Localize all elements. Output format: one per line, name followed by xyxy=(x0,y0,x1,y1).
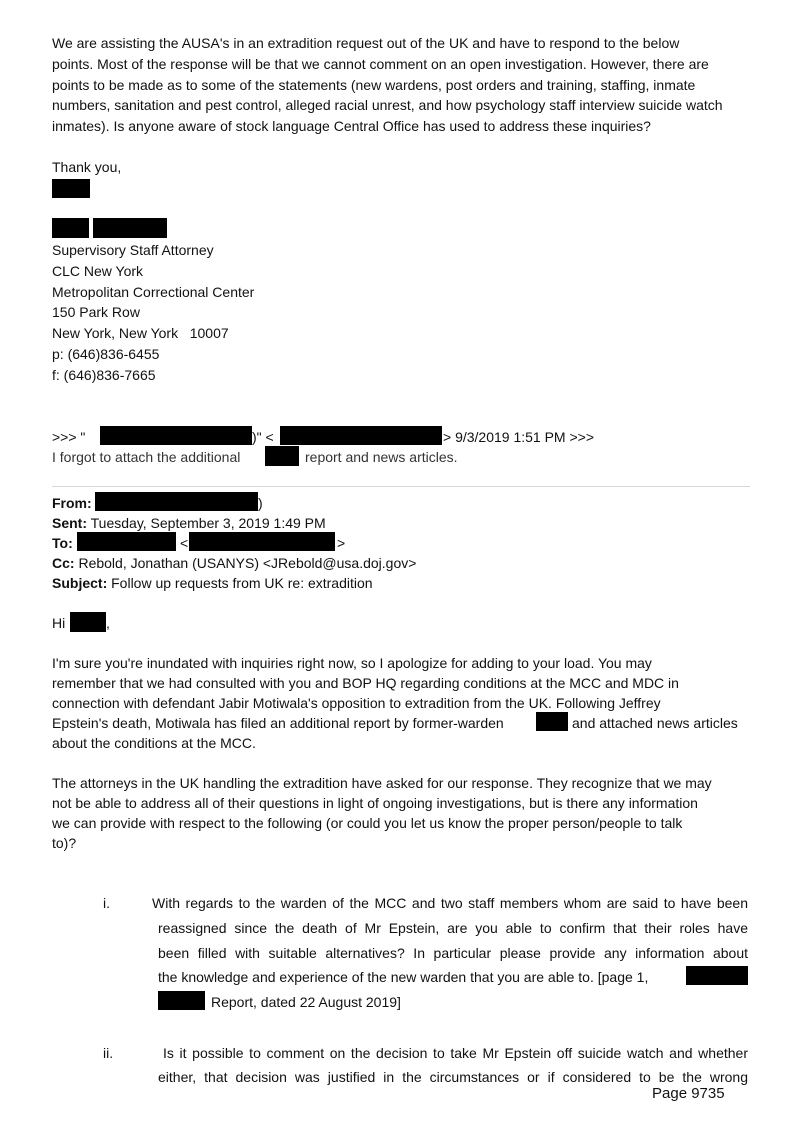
intro-line: We are assisting the AUSA's in an extradition request out of the UK and have to respond to the below xyxy=(52,35,680,51)
bracket-close: ] xyxy=(397,994,401,1010)
sent-row xyxy=(52,513,326,534)
forward-note-a: I forgot to attach the additional xyxy=(52,449,241,465)
list-number: ii. xyxy=(103,1045,114,1061)
redaction-box xyxy=(70,612,106,632)
forward-prefix: >>> " xyxy=(52,429,86,445)
redaction-box xyxy=(280,426,442,445)
body-line: connection with defendant Jabir Motiwala's opposition to extradition from the UK. Following Jeffrey xyxy=(52,695,661,711)
signature-city: New York, New York 10007 xyxy=(52,325,229,341)
subject-value: Follow up requests from UK re: extradition xyxy=(111,575,373,591)
redaction-box xyxy=(95,492,258,511)
body-line: about the conditions at the MCC. xyxy=(52,735,256,751)
body-line: Epstein's death, Motiwala has filed an additional report by former-warden xyxy=(52,715,504,731)
signature-fax: f: (646)836-7665 xyxy=(52,367,156,383)
redaction-box xyxy=(189,532,335,551)
subject-row xyxy=(52,573,373,594)
greeting-hi: Hi xyxy=(52,615,66,631)
list-line: Is it possible to comment on the decision to take Mr Epstein off suicide watch and whether xyxy=(163,1045,748,1061)
to-tail: > xyxy=(337,535,346,551)
redaction-box xyxy=(52,179,90,198)
body-line: The attorneys in the UK handling the extradition have asked for our response. They recognize that we may xyxy=(52,775,712,791)
signature-phone: p: (646)836-6455 xyxy=(52,346,160,362)
sent-label: Sent: xyxy=(52,515,87,531)
signature-office: CLC New York xyxy=(52,263,144,279)
signature-street: 150 Park Row xyxy=(52,304,140,320)
from-label: From: xyxy=(52,495,92,511)
redaction-box xyxy=(100,426,252,445)
body-line: we can provide with respect to the following (or could you let us know the proper person/people to talk xyxy=(52,815,683,831)
page-number: Page 9735 xyxy=(652,1085,725,1102)
body-line: and attached news articles xyxy=(572,715,738,731)
to-mid: < xyxy=(180,535,189,551)
forward-note-b: report and news articles. xyxy=(305,449,458,465)
greeting-comma: , xyxy=(106,615,110,631)
redaction-box xyxy=(93,218,167,238)
cc-label: Cc: xyxy=(52,555,75,571)
redaction-box xyxy=(536,712,568,731)
from-row xyxy=(52,493,92,514)
from-tail: ) xyxy=(258,495,263,511)
signoff: Thank you, xyxy=(52,159,122,175)
signature-org: Metropolitan Correctional Center xyxy=(52,284,255,300)
list-number: i. xyxy=(103,895,110,911)
redaction-box xyxy=(265,446,299,466)
redaction-box xyxy=(686,966,748,985)
body-line: I'm sure you're inundated with inquiries right now, so I apologize for adding to your load. You may xyxy=(52,655,652,671)
report-ref: Report, dated 22 August 2019 xyxy=(211,994,398,1010)
subject-label: Subject: xyxy=(52,575,108,591)
list-line: With regards to the warden of the MCC and two staff members whom are said to have been xyxy=(152,895,748,911)
forward-suffix: > 9/3/2019 1:51 PM >>> xyxy=(443,429,595,445)
divider xyxy=(52,486,750,487)
redaction-box xyxy=(158,991,205,1010)
body-line: remember that we had consulted with you and BOP HQ regarding conditions at the MCC and MDC in xyxy=(52,675,679,691)
cc-row xyxy=(52,553,416,574)
list-line xyxy=(211,992,401,1013)
list-line: reassigned since the death of Mr Epstein, are you able to confirm that their roles have xyxy=(158,920,748,936)
body-line: to)? xyxy=(52,835,77,851)
redaction-box xyxy=(77,532,176,551)
signature-title: Supervisory Staff Attorney xyxy=(52,242,214,258)
cc-value[interactable]: Rebold, Jonathan (USANYS) <JRebold@usa.doj.gov> xyxy=(78,555,417,571)
list-line: been filled with suitable alternatives? In particular please provide any information about xyxy=(158,945,748,961)
redaction-box xyxy=(52,218,89,238)
intro-line: numbers, sanitation and pest control, alleged racial unrest, and how psychology staff interview suicide watch xyxy=(52,97,723,113)
list-line: the knowledge and experience of the new warden that you are able to. [page 1, xyxy=(158,969,649,985)
intro-line: points to be made as to some of the statements (new wardens, post orders and training, staffing, inmate xyxy=(52,77,696,93)
intro-line: points. Most of the response will be that we cannot comment on an open investigation. However, there are xyxy=(52,56,709,72)
forward-mid: )" < xyxy=(252,429,274,445)
list-line: either, that decision was justified in the circumstances or if considered to be the wrong xyxy=(158,1069,748,1085)
intro-line: inmates). Is anyone aware of stock language Central Office has used to address these inquiries? xyxy=(52,118,651,134)
to-row xyxy=(52,533,73,554)
body-line: not be able to address all of their questions in light of ongoing investigations, but is there any information xyxy=(52,795,698,811)
to-label: To: xyxy=(52,535,73,551)
sent-value: Tuesday, September 3, 2019 1:49 PM xyxy=(90,515,326,531)
